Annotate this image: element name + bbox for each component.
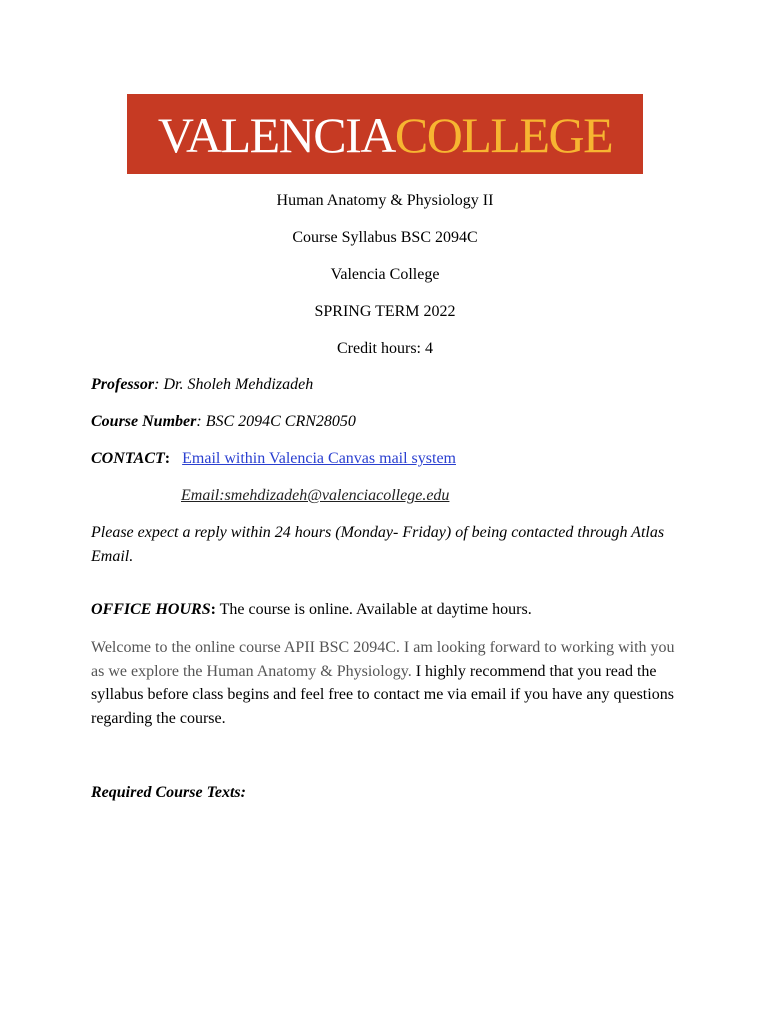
professor-line: [91, 375, 313, 395]
professor-value: : Dr. Sholeh Mehdizadeh: [154, 376, 314, 393]
course-title: Human Anatomy & Physiology II: [276, 192, 494, 209]
course-number-label: Course Number: [91, 413, 197, 430]
contact-colon: :: [164, 450, 171, 467]
term: SPRING TERM 2022: [314, 303, 456, 320]
college-name: Valencia College: [330, 266, 440, 283]
office-hours-label: OFFICE HOURS: [91, 601, 211, 618]
email-link[interactable]: Email:smehdizadeh@valenciacollege.edu: [181, 487, 450, 504]
required-texts-heading: Required Course Texts:: [91, 784, 246, 801]
office-hours-colon: :: [210, 601, 216, 618]
professor-label: Professor: [91, 376, 155, 393]
logo-text-college: COLLEGE: [394, 107, 613, 163]
course-number-value: : BSC 2094C CRN28050: [196, 413, 356, 430]
contact-label: CONTACT: [91, 450, 165, 467]
welcome-black-text: I highly recommend that you read the syllabus before class begins and feel free to contact me via email if you have any questions regarding the course.: [91, 662, 674, 727]
welcome-gray-text: Welcome to the online course APII BSC 2094C. I am looking forward to working with you as we explore the Human Anatomy & Physiology.: [91, 639, 675, 680]
office-hours-text: The course is online. Available at daytime hours.: [215, 601, 532, 618]
syllabus-title: Course Syllabus BSC 2094C: [292, 229, 478, 246]
canvas-mail-link[interactable]: Email within Valencia Canvas mail system: [182, 450, 456, 467]
contact-line: [91, 449, 456, 469]
logo-text-valencia: VALENCIA: [157, 107, 395, 163]
office-hours-line: [91, 600, 532, 620]
valencia-college-logo: [127, 94, 643, 174]
reply-note: Please expect a reply within 24 hours (Monday- Friday) of being contacted through Atlas Email.: [91, 524, 665, 565]
course-number-line: [91, 412, 356, 432]
email-line: [181, 486, 449, 506]
welcome-paragraph: [91, 636, 681, 730]
credit-hours: Credit hours: 4: [337, 340, 433, 357]
